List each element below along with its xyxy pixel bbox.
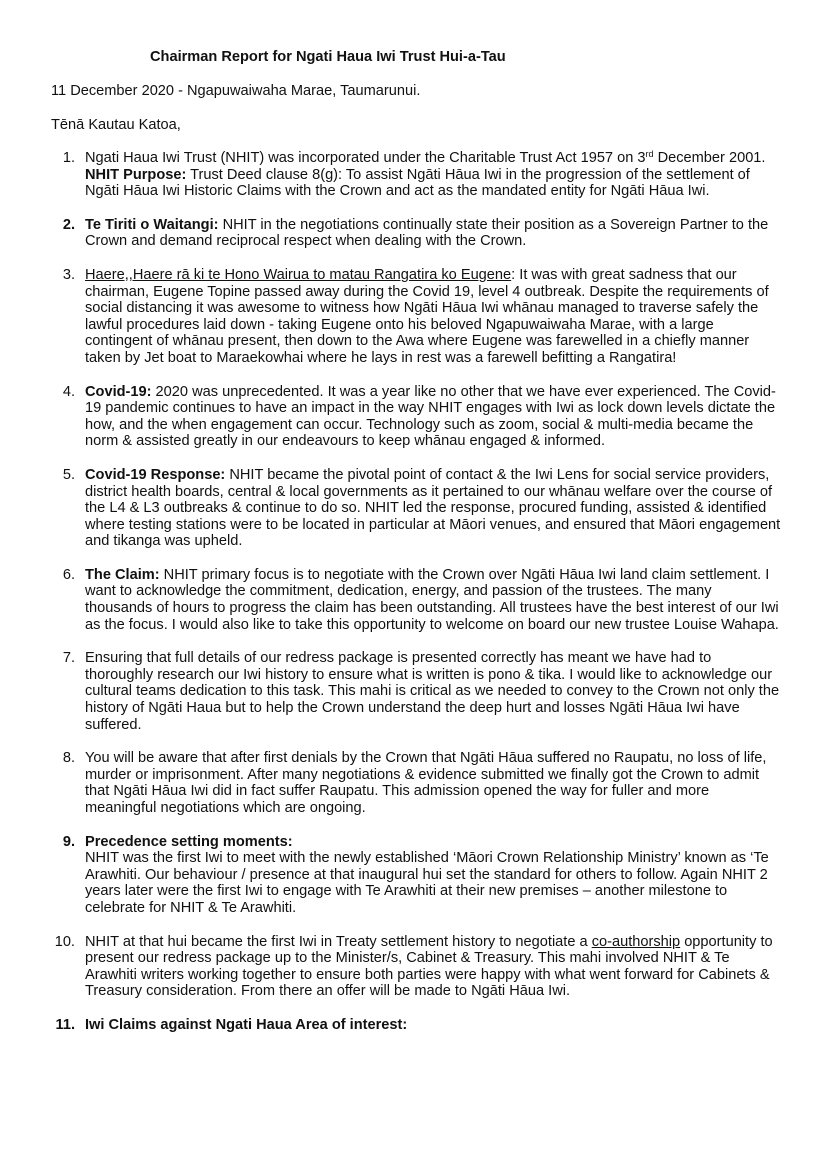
item-text: opportunity to present our redress package up to the Minister/s, Cabinet & Treasury. This mahi involved NHIT & Te Arawhiti writers working together to ensure both parties were happy with what went forward for Cabinets & Treasury consideration. From there an offer will be made to Ngāti Hāua Iwi. [85,933,773,1000]
list-item-8 [51,750,781,816]
item-number: 5. [62,466,75,483]
item-label: Precedence setting moments: [85,833,293,850]
list-item-5 [51,467,781,550]
item-text: Ensuring that full details of our redress package is presented correctly has meant we have had to thoroughly research our Iwi history to ensure what is written is pono & tika. I would like to acknowledge our cultural teams dedication to this task. This mahi is critical as we needed to convey to the Crown not only the history of Ngāti Haua but to help the Crown understand the deep hurt and losses Ngāti Hāua Iwi have suffered. [85,650,780,733]
list-item-4 [51,384,781,450]
list-item-1 [51,150,781,200]
item-label: Covid-19 Response: [85,466,226,483]
item-text: : It was with great sadness that our chairman, Eugene Topine passed away during the Covid 19, level 4 outbreak. Despite the requirements of social distancing it was awesome to witness how Ngāti Hāua Iwi whānau managed to traverse safely the lawful procedures laid down - taking Eugene onto his beloved Ngapuwaiwaha Marae, with a large contingent of whānau present, then down to the Awa where Eugene was farewelled in a chiefly manner taken by Jet boat to Maraekowhai where he lays in rest was a farewell befitting a Rangatira! [85,266,769,366]
item-number: 3. [62,266,75,283]
underlined-term: co-authorship [591,933,681,950]
item-label: NHIT Purpose: [85,166,187,183]
item-number: 8. [62,750,75,767]
list-item-9 [51,834,781,917]
item-label: Te Tiriti o Waitangi: [85,216,219,233]
ordinal-suffix: rd [645,149,654,159]
list-item-2 [51,217,781,250]
item-number: 1. [62,150,75,166]
item-number: 7. [62,650,75,667]
item-text: NHIT in the negotiations continually state their position as a Sovereign Partner to the Crown and demand reciprocal respect when dealing with the Crown. [85,216,769,250]
purpose-paragraph [85,167,781,200]
item-text: You will be aware that after first denials by the Crown that Ngāti Hāua suffered no Raupatu, no loss of life, murder or imprisonment. After many negotiations & evidence submitted we finally got the Crown to admit that Ngāti Hāua Iwi did in fact suffer Raupatu. This admission opened the way for fuller and more meaningful negotiations which are ongoing. [85,750,767,816]
item-number: 4. [62,383,75,400]
list-item-7 [51,650,781,733]
date-location-line: 11 December 2020 - Ngapuwaiwaha Marae, Taumarunui. [51,83,421,99]
item-text: 2020 was unprecedented. It was a year like no other that we have ever experienced. The Covid-19 pandemic continues to have an impact in the way NHIT engages with Iwi as lock down levels dictate the how, and the when engagement can occur. Technology such as zoom, social & multi-media became the norm & assisted greatly in our endeavours to keep whānau engaged & informed. [85,383,776,450]
list-item-6 [51,567,781,633]
item-number: 9. [62,833,75,850]
list-item-11 [51,1017,781,1034]
item-number: 6. [62,566,75,583]
item-text: December 2001. [653,150,766,166]
item-number: 11. [55,1016,75,1033]
list-item-3 [51,267,781,367]
greeting: Tēnā Kautau Katoa, [51,117,181,133]
report-item-list [51,150,781,1051]
document-title: Chairman Report for Ngati Haua Iwi Trust Hui-a-Tau [150,49,506,65]
item-number: 10. [54,933,75,950]
item-label: Haere,,Haere rā ki te Hono Wairua to matau Rangatira ko Eugene [85,266,512,283]
item-label: Iwi Claims against Ngati Haua Area of interest: [85,1016,408,1033]
item-text: Ngati Haua Iwi Trust (NHIT) was incorporated under the Charitable Trust Act 1957 on 3 [85,150,646,166]
list-item-10 [51,934,781,1000]
item-text: NHIT at that hui became the first Iwi in Treaty settlement history to negotiate a [85,933,592,950]
item-label: Covid-19: [85,383,152,400]
item-number: 2. [62,216,75,233]
item-label: The Claim: [85,566,160,583]
item-text: NHIT became the pivotal point of contact & the Iwi Lens for social service providers, district health boards, central & local governments as it pertained to our whānau welfare over the course of the L4 & L3 outbreaks & continue to do so. NHIT led the response, procured funding, assisted & identified where testing stations were to be located in particular at Māori venues, and ensured that Māori engagement and tikanga was upheld. [85,466,781,550]
item-text: Trust Deed clause 8(g): To assist Ngāti Hāua Iwi in the progression of the settlement of Ngāti Hāua Iwi Historic Claims with the Crown and act as the mandated entity for Ngāti Hāua Iwi. [85,166,750,200]
item-paragraph: NHIT was the first Iwi to meet with the newly established ‘Māori Crown Relationship Ministry’ known as ‘Te Arawhiti. Our behaviour / presence at that inaugural hui set the standard for others to follow. Again NHIT 2 years later were the first Iwi to engage with Te Arawhiti at their new premises – another milestone to celebrate for NHIT & Te Arawhiti. [85,850,769,916]
item-text: NHIT primary focus is to negotiate with the Crown over Ngāti Hāua Iwi land claim settlement. I want to acknowledge the commitment, dedication, energy, and passion of the trustees. The many thousands of hours to progress the claim has been outstanding. All trustees have the best interest of our Iwi as the focus. I would also like to take this opportunity to welcome on board our new trustee Louise Wahapa. [85,566,779,633]
